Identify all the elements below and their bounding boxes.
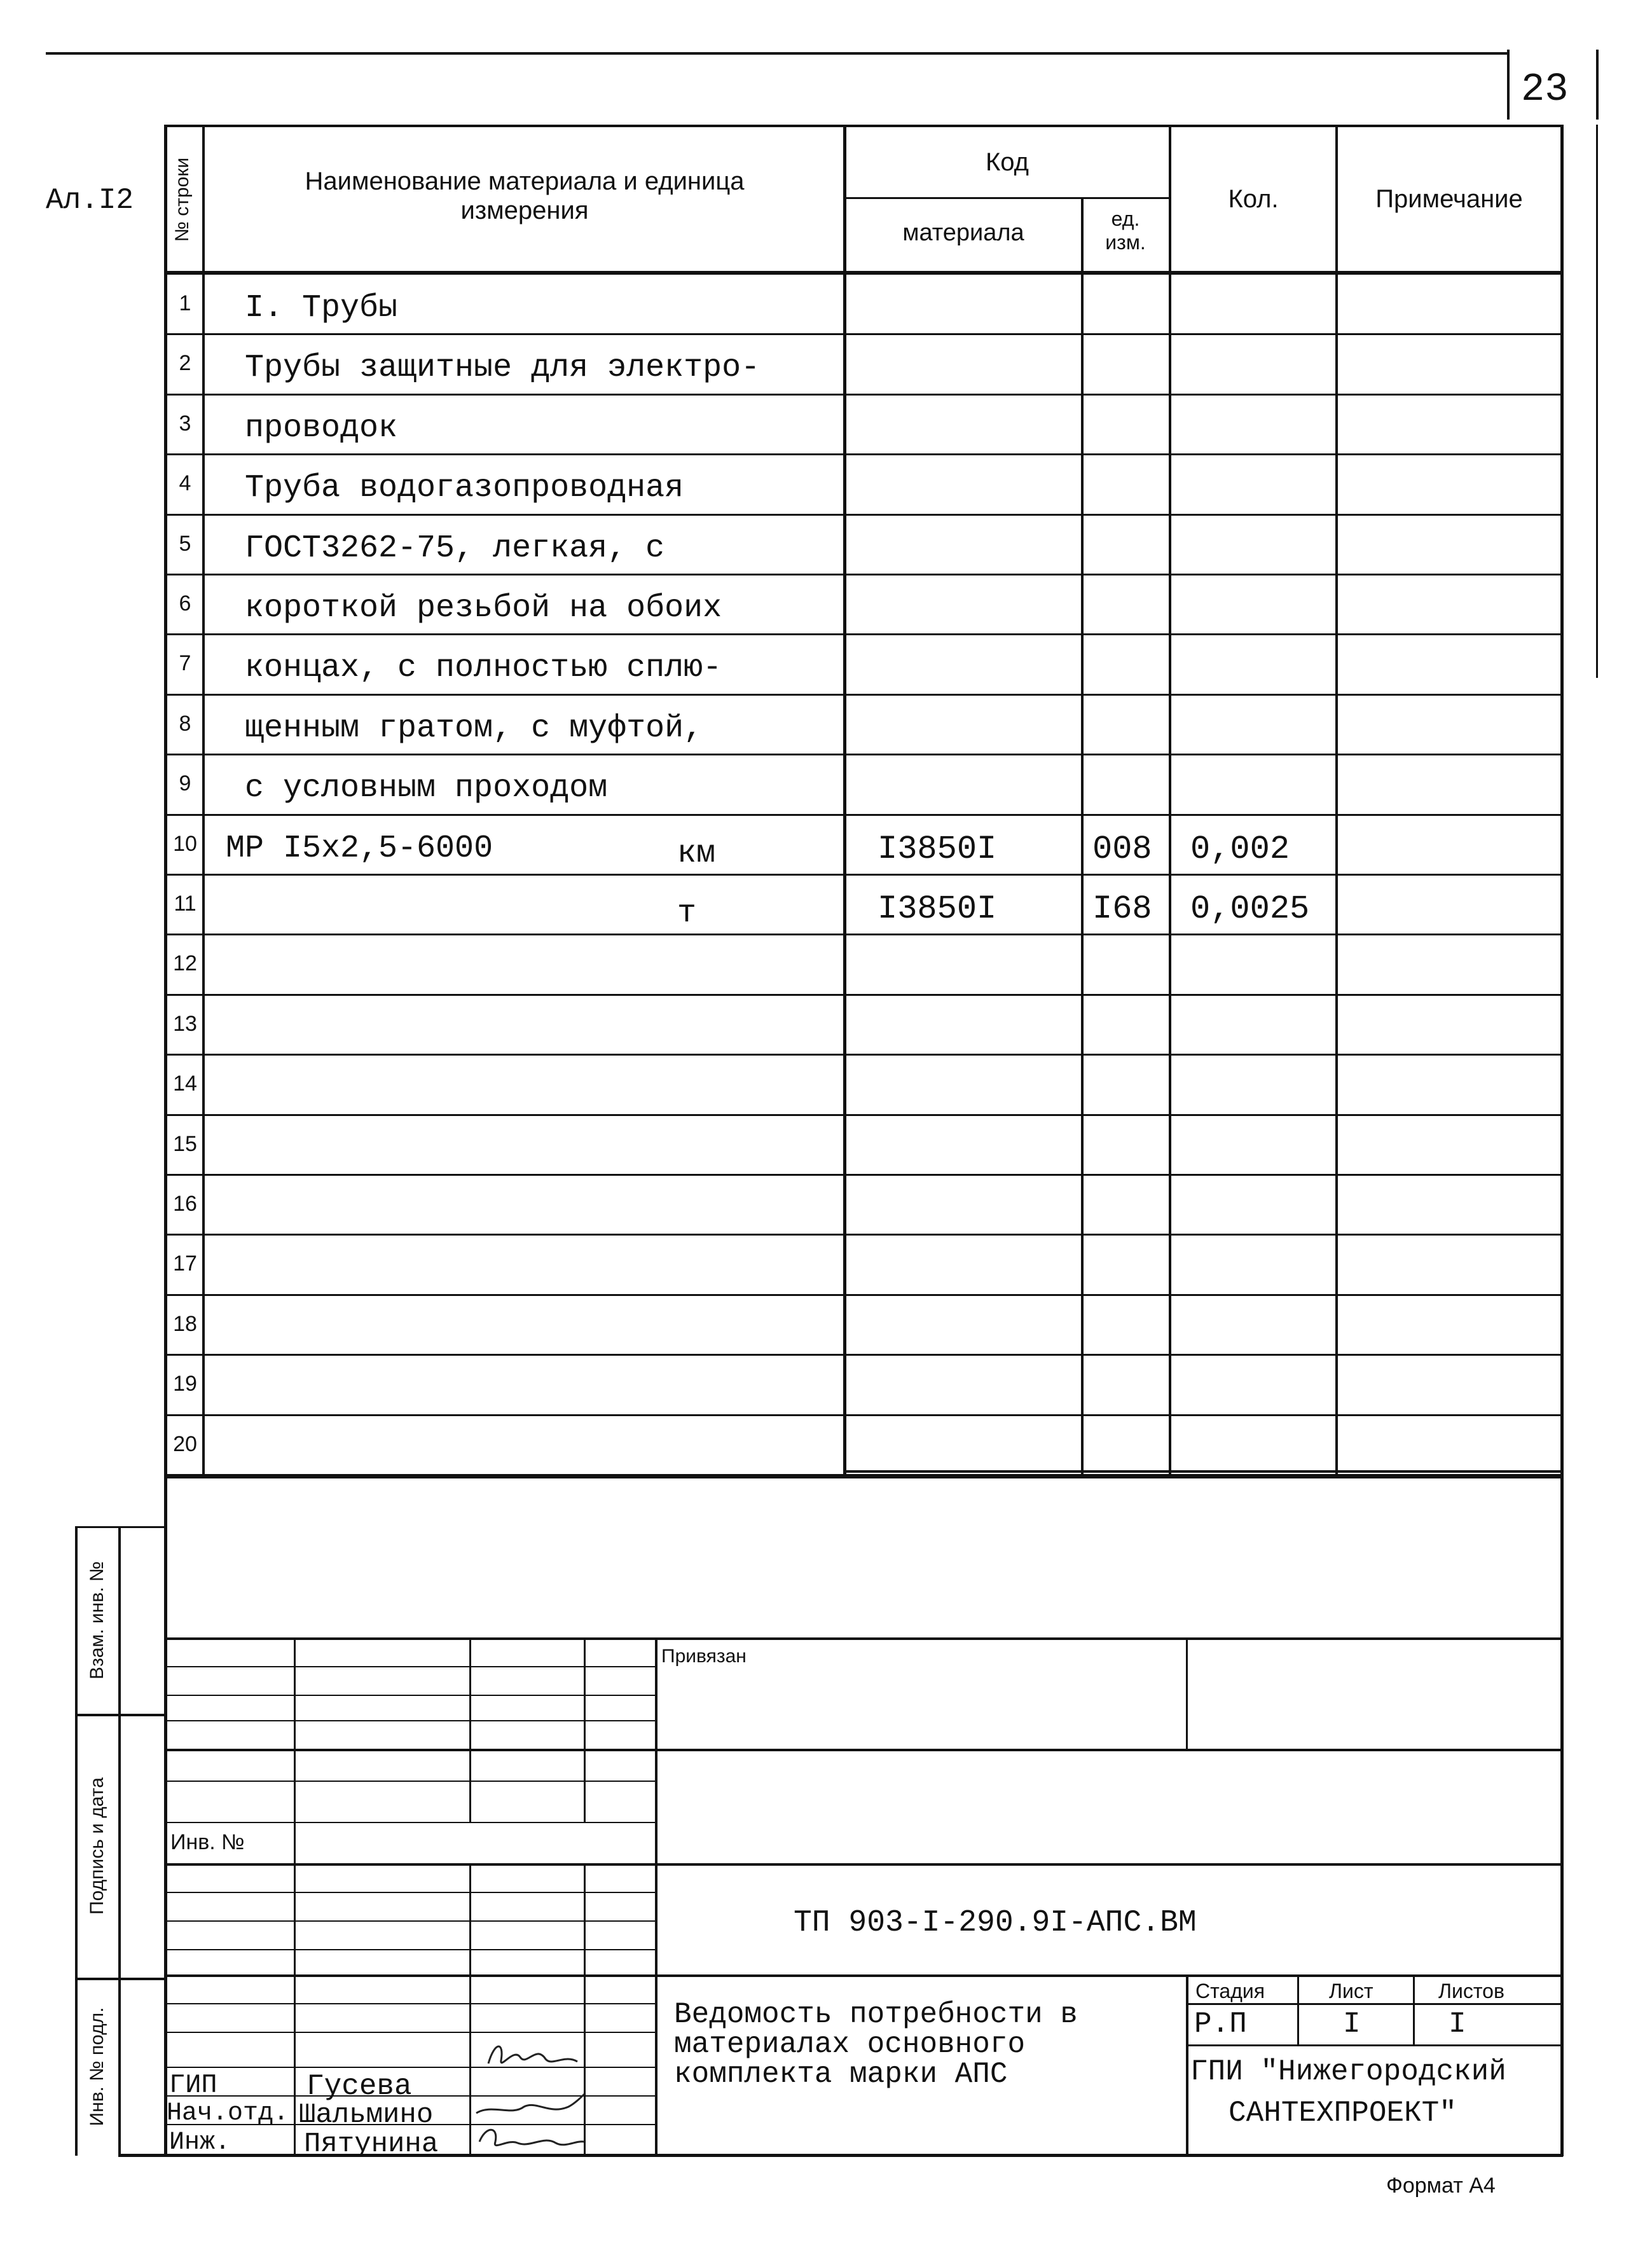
tb-row-5 — [164, 1781, 655, 1782]
header-bottom-line — [164, 271, 1563, 275]
row-name: короткой резьбой на обоих — [245, 590, 722, 626]
code-block-bottom — [843, 1470, 1562, 1473]
side-col-left — [75, 1526, 78, 2156]
row-divider — [164, 874, 1563, 876]
col-line-unitcode — [1081, 198, 1084, 1478]
tb-col-c — [584, 1637, 586, 1822]
sheet-value: I — [1343, 2008, 1361, 2041]
table-bottom-line — [164, 1475, 1563, 1478]
tb-row-10 — [164, 1949, 655, 1950]
signer-role-1: ГИП — [169, 2070, 217, 2100]
sheets-label: Листов — [1438, 1980, 1504, 2002]
header-name: Наименование материала и единица измерения — [305, 167, 745, 224]
header-note: Примечание — [1375, 185, 1523, 213]
tb-top — [164, 1637, 1563, 1640]
page-number: 23 — [1521, 67, 1569, 112]
stage-label: Стадия — [1195, 1980, 1265, 2002]
doc-title-line-1: Ведомость потребности в — [674, 1998, 1078, 2031]
tb-col-right-top — [1186, 1637, 1188, 1749]
org-line-2: САНТЕХПРОЕКТ" — [1229, 2097, 1457, 2130]
row-material-code: I3850I — [878, 890, 997, 928]
row-unit: км — [677, 836, 716, 872]
row-number: 15 — [173, 1132, 197, 1156]
doc-title-line-2: материалах основного — [674, 2028, 1026, 2061]
row-divider — [164, 633, 1563, 635]
header-code-unit: ед. изм. — [1105, 207, 1146, 254]
page-number-box-left — [1507, 50, 1510, 120]
row-number: 10 — [173, 832, 197, 856]
row-name: ГОСТ3262-75, легкая, с — [245, 530, 665, 567]
row-name: концах, с полностью сплю- — [245, 650, 722, 686]
row-divider — [164, 574, 1563, 575]
page-number-box-right — [1596, 50, 1599, 120]
frame-right — [1560, 125, 1564, 2156]
row-name: с условным проходом — [245, 770, 608, 806]
row-divider — [164, 333, 1563, 335]
row-divider — [164, 934, 1563, 935]
header-code: Код — [985, 148, 1029, 176]
tb-row-8 — [164, 1892, 655, 1893]
tb-row-2 — [164, 1695, 655, 1696]
row-number: 11 — [174, 892, 196, 916]
tb-col-b — [469, 1637, 471, 1822]
row-number: 6 — [179, 591, 191, 616]
tb-row-1 — [164, 1666, 655, 1667]
doc-code: ТП 903-I-290.9I-АПС.ВМ — [794, 1906, 1197, 1940]
signature-3-icon — [473, 2123, 588, 2154]
col-line-code — [843, 125, 846, 1478]
row-divider — [164, 1114, 1563, 1116]
code-subheader-line — [843, 197, 1170, 199]
row-divider — [164, 394, 1563, 396]
row-unit-code: I68 — [1092, 890, 1152, 928]
tb-col-b2 — [469, 1863, 471, 2154]
top-rule — [46, 52, 1508, 55]
outer-right-tick — [1596, 125, 1598, 678]
row-name: Трубы защитные для электро- — [245, 350, 761, 386]
stage-col-1 — [1297, 1974, 1299, 2046]
row-number: 18 — [173, 1312, 197, 1336]
side-label-vzam-inv: Взам. инв. № — [86, 1561, 107, 1679]
format-label: Формат А4 — [1386, 2174, 1496, 2198]
header-code-material: материала — [902, 219, 1024, 246]
tb-row-11 — [164, 1974, 1563, 1977]
tb-row-9 — [164, 1920, 655, 1922]
row-number: 12 — [173, 951, 197, 975]
row-divider — [164, 514, 1563, 516]
privyazan-label: Привязан — [661, 1646, 747, 1667]
header-qty: Кол. — [1228, 185, 1279, 213]
row-unit: т — [677, 895, 697, 932]
stage-row-bottom — [1186, 2044, 1561, 2046]
row-number: 1 — [179, 291, 191, 315]
row-name: МР I5х2,5-6000 — [226, 830, 493, 867]
tb-col-main — [655, 1637, 657, 2154]
tb-row-13 — [164, 2032, 655, 2033]
tb-row-7 — [164, 1863, 1563, 1866]
sheet-label: Лист — [1329, 1980, 1373, 2002]
stage-row-top — [1186, 2003, 1561, 2005]
doc-title-line-3: комплекта марки АПС — [674, 2058, 1008, 2091]
row-number: 7 — [179, 651, 191, 675]
tb-col-a — [294, 1637, 296, 2154]
signer-name-2: Шальмино — [299, 2099, 434, 2131]
inv-no-label: Инв. № — [170, 1830, 245, 1854]
row-name: I. Трубы — [245, 290, 398, 326]
signature-2-icon — [473, 2091, 588, 2123]
sheets-value: I — [1449, 2008, 1466, 2041]
frame-left — [164, 125, 167, 2156]
row-qty: 0,002 — [1190, 830, 1290, 868]
col-line-note — [1335, 125, 1338, 1478]
col-line-rowno — [202, 125, 205, 1478]
row-divider — [164, 694, 1563, 696]
row-divider — [164, 1054, 1563, 1056]
row-number: 14 — [173, 1071, 197, 1096]
row-divider — [164, 1234, 1563, 1236]
row-divider — [164, 814, 1563, 816]
row-material-code: I3850I — [878, 830, 997, 868]
row-number: 3 — [179, 411, 191, 436]
row-unit-code: 008 — [1092, 830, 1152, 868]
row-name: Труба водогазопроводная — [245, 470, 684, 506]
tb-col-right-bottom — [1186, 1974, 1188, 2154]
row-divider — [164, 994, 1563, 996]
signer-role-2: Нач.отд. — [167, 2099, 289, 2128]
tb-row-3 — [164, 1720, 655, 1721]
tb-row-4 — [164, 1749, 1563, 1751]
org-line-1: ГПИ "Нижегородский — [1190, 2055, 1506, 2088]
row-divider — [164, 754, 1563, 755]
row-name: проводок — [245, 410, 398, 446]
row-divider — [164, 1294, 1563, 1296]
col-line-qty — [1169, 125, 1171, 1478]
tb-row-12 — [164, 2003, 655, 2004]
header-row-no: № строки — [172, 157, 193, 242]
album-label: Ал.I2 — [46, 184, 134, 217]
row-number: 13 — [173, 1012, 197, 1036]
signer-name-1: Гусева — [306, 2070, 412, 2103]
row-number: 2 — [179, 351, 191, 375]
row-divider — [164, 1354, 1563, 1356]
row-number: 4 — [179, 471, 191, 495]
row-qty: 0,0025 — [1190, 890, 1310, 928]
signer-name-3: Пятунина — [304, 2128, 439, 2160]
row-number: 17 — [173, 1251, 197, 1276]
row-number: 5 — [179, 532, 191, 556]
row-number: 16 — [173, 1192, 197, 1216]
tb-row-6 — [164, 1822, 655, 1823]
row-divider — [164, 1414, 1563, 1416]
stage-col-2 — [1413, 1974, 1415, 2046]
row-number: 20 — [173, 1432, 197, 1456]
row-divider — [164, 453, 1563, 455]
side-label-inv-podl: Инв. № подл. — [86, 2007, 107, 2126]
row-number: 9 — [179, 771, 191, 796]
frame-top — [164, 125, 1563, 127]
stage-value: Р.П — [1194, 2008, 1247, 2041]
row-divider — [164, 1174, 1563, 1176]
row-name: щенным гратом, с муфтой, — [245, 710, 703, 747]
row-number: 19 — [173, 1372, 197, 1396]
signature-1-icon — [476, 2035, 584, 2073]
row-number: 8 — [179, 712, 191, 736]
signer-role-3: Инж. — [169, 2128, 231, 2157]
side-col-mid — [118, 1526, 121, 2156]
side-label-podpis-data: Подпись и дата — [86, 1777, 107, 1915]
